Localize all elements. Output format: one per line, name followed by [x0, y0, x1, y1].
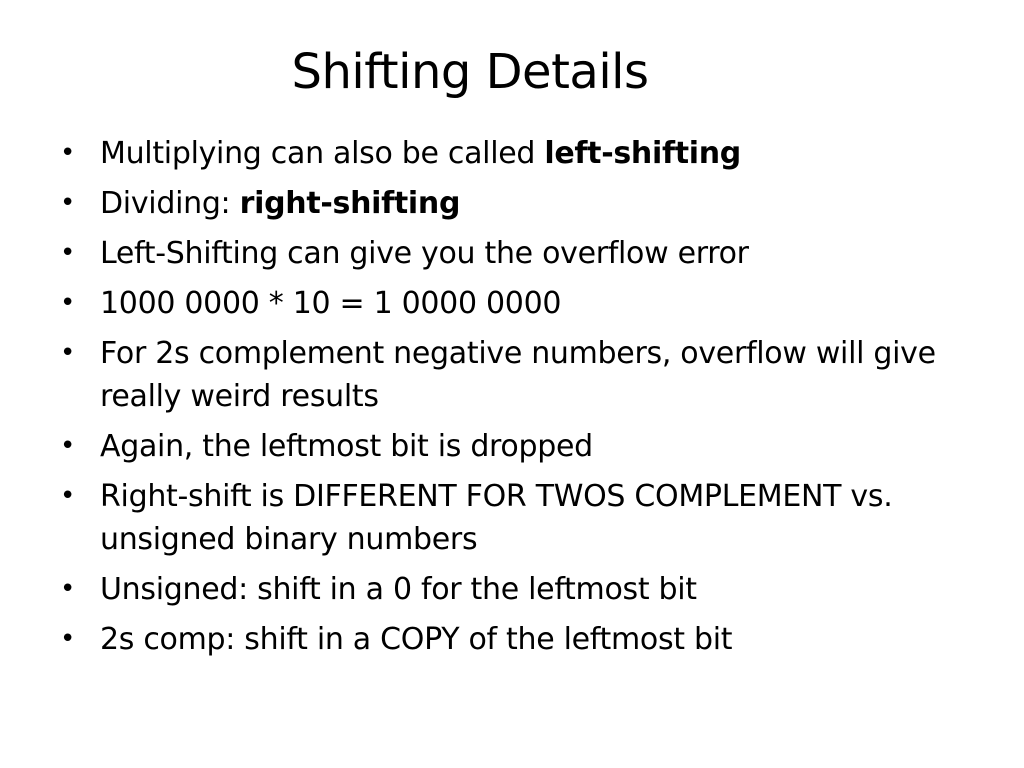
slide-title: Shifting Details: [291, 44, 649, 100]
bullet-text: Dividing:: [100, 186, 240, 221]
bullet-item-twos-complement-overflow: [58, 332, 958, 418]
bullet-bold-term: left-shifting: [544, 136, 741, 171]
bullet-dot-icon: •: [60, 138, 76, 168]
bullet-text: Again, the leftmost bit is dropped: [100, 429, 593, 464]
bullet-dot-icon: •: [60, 481, 76, 511]
bullet-dot-icon: •: [60, 238, 76, 268]
bullet-bold-term: right-shifting: [239, 186, 461, 221]
bullet-dot-icon: •: [60, 338, 76, 368]
bullet-item-dividing: [58, 182, 958, 225]
bullet-dot-icon: •: [60, 574, 76, 604]
bullet-text: 1000 0000 * 10 = 1 0000 0000: [100, 286, 562, 321]
bullet-item-unsigned: [58, 568, 958, 611]
bullet-item-multiplying: [58, 132, 958, 175]
bullet-text: For 2s complement negative numbers, overflow will give really weird results: [100, 336, 936, 414]
bullet-list: [58, 132, 958, 668]
bullet-item-leftmost-dropped: [58, 425, 958, 468]
bullet-text: Unsigned: shift in a 0 for the leftmost bit: [100, 572, 697, 607]
bullet-text: 2s comp: shift in a COPY of the leftmost bit: [100, 622, 733, 657]
bullet-item-overflow-error: [58, 232, 958, 275]
bullet-text: Multiplying can also be called: [100, 136, 545, 171]
bullet-dot-icon: •: [60, 431, 76, 461]
bullet-text: Right-shift is DIFFERENT FOR TWOS COMPLEMENT vs. unsigned binary numbers: [100, 479, 893, 557]
bullet-dot-icon: •: [60, 624, 76, 654]
bullet-dot-icon: •: [60, 188, 76, 218]
bullet-item-twos-comp: [58, 618, 958, 661]
bullet-item-right-shift-different: [58, 475, 958, 561]
bullet-text: Left-Shifting can give you the overflow error: [100, 236, 749, 271]
bullet-dot-icon: •: [60, 288, 76, 318]
bullet-item-example: [58, 282, 958, 325]
